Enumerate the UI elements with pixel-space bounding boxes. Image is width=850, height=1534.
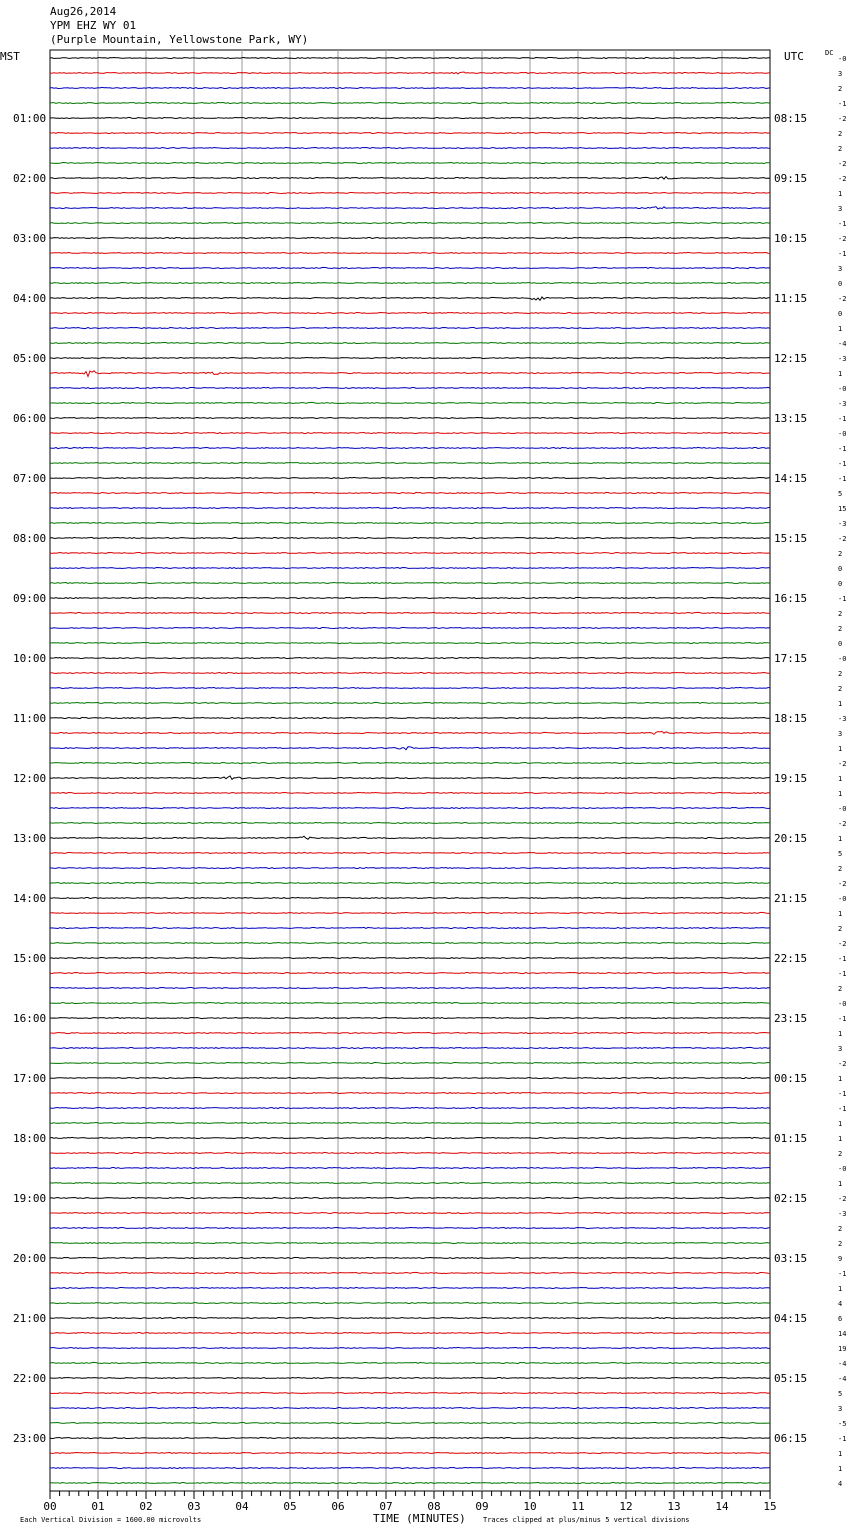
seismic-trace: [50, 1197, 770, 1198]
dc-offset-label: -0: [838, 385, 847, 393]
seismic-trace: [50, 553, 770, 554]
utc-hour-label: 17:15: [774, 652, 808, 665]
dc-offset-label: -1: [838, 955, 847, 963]
x-tick-label: 08: [427, 1500, 441, 1513]
dc-offset-label: -2: [838, 115, 847, 123]
seismic-trace: [50, 118, 770, 119]
mst-hour-label: 08:00: [13, 532, 47, 545]
seismic-trace: [50, 252, 770, 253]
dc-offset-label: 1: [838, 1465, 843, 1473]
seismic-trace: [50, 808, 770, 809]
mst-hour-label: 03:00: [13, 232, 47, 245]
seismic-trace: [50, 282, 770, 283]
seismic-trace: [50, 87, 770, 88]
dc-offset-label: -3: [838, 715, 847, 723]
dc-offset-label: -1: [838, 1015, 847, 1023]
utc-hour-label: 05:15: [774, 1372, 808, 1385]
seismic-trace: [50, 1182, 770, 1183]
dc-offset-label: -2: [838, 1195, 847, 1203]
mst-hour-label: 19:00: [13, 1192, 47, 1205]
seismic-trace: [50, 717, 770, 718]
dc-offset-label: 3: [838, 730, 843, 738]
seismic-trace: [50, 822, 770, 823]
dc-offset-label: 1: [838, 745, 843, 753]
dc-offset-label: -1: [838, 100, 847, 108]
seismic-trace: [50, 731, 770, 734]
dc-label: DC: [825, 49, 834, 57]
dc-offset-label: 0: [838, 280, 843, 288]
seismic-trace: [50, 102, 770, 103]
dc-offset-label: 2: [838, 985, 843, 993]
dc-offset-label: 2: [838, 625, 843, 633]
mst-hour-label: 12:00: [13, 772, 47, 785]
dc-offset-label: 1: [838, 835, 843, 843]
dc-offset-label: -0: [838, 1165, 847, 1173]
seismic-trace: [50, 1062, 770, 1063]
mst-hour-label: 20:00: [13, 1252, 47, 1265]
x-tick-label: 03: [187, 1500, 201, 1513]
dc-offset-label: -0: [838, 1000, 847, 1008]
utc-hour-label: 15:15: [774, 532, 808, 545]
dc-offset-label: 0: [838, 565, 843, 573]
mst-hour-label: 18:00: [13, 1132, 47, 1145]
seismic-trace: [50, 776, 770, 780]
seismic-trace: [50, 1317, 770, 1318]
seismic-trace: [50, 192, 770, 193]
mst-hour-label: 21:00: [13, 1312, 47, 1325]
dc-offset-label: 4: [838, 1480, 843, 1488]
seismic-trace: [50, 747, 770, 750]
dc-offset-label: -2: [838, 760, 847, 768]
utc-hour-label: 12:15: [774, 352, 808, 365]
seismic-trace: [50, 702, 770, 703]
seismic-trace: [50, 1092, 770, 1093]
station-location: (Purple Mountain, Yellowstone Park, WY): [50, 33, 309, 46]
seismic-trace: [50, 897, 770, 898]
seismic-trace: [50, 163, 770, 164]
mst-hour-label: 16:00: [13, 1012, 47, 1025]
chart-date: Aug26,2014: [50, 5, 117, 18]
mst-hour-label: 11:00: [13, 712, 47, 725]
mst-hour-label: 01:00: [13, 112, 47, 125]
dc-offset-label: 14: [838, 1330, 847, 1338]
seismic-trace: [50, 267, 770, 268]
mst-hour-label: 22:00: [13, 1372, 47, 1385]
dc-offset-label: 2: [838, 85, 843, 93]
dc-offset-label: 2: [838, 925, 843, 933]
dc-offset-label: -1: [838, 415, 847, 423]
dc-offset-label: -1: [838, 475, 847, 483]
seismic-trace: [50, 988, 770, 989]
utc-hour-label: 02:15: [774, 1192, 808, 1205]
dc-offset-label: 5: [838, 490, 843, 498]
right-timezone-label: UTC: [784, 50, 804, 63]
seismic-trace: [50, 537, 770, 538]
utc-hour-label: 14:15: [774, 472, 808, 485]
utc-hour-label: 21:15: [774, 892, 808, 905]
dc-offset-label: -2: [838, 940, 847, 948]
dc-offset-label: -1: [838, 970, 847, 978]
dc-offset-label: 3: [838, 70, 843, 78]
seismic-trace: [50, 1107, 770, 1108]
x-tick-label: 06: [331, 1500, 345, 1513]
seismic-trace: [50, 1078, 770, 1079]
dc-offset-label: -3: [838, 520, 847, 528]
seismic-trace: [50, 1467, 770, 1468]
x-tick-label: 00: [43, 1500, 57, 1513]
dc-offset-label: 5: [838, 1390, 843, 1398]
seismic-trace: [50, 1407, 770, 1408]
seismic-trace: [50, 72, 770, 74]
dc-offset-label: 1: [838, 1450, 843, 1458]
seismic-trace: [50, 522, 770, 523]
seismic-trace: [50, 147, 770, 148]
seismic-trace: [50, 957, 770, 958]
seismic-trace: [50, 627, 770, 628]
seismic-trace: [50, 643, 770, 644]
dc-offset-label: 9: [838, 1255, 843, 1263]
dc-offset-label: 3: [838, 205, 843, 213]
seismic-trace: [50, 1287, 770, 1288]
seismic-trace: [50, 1242, 770, 1243]
dc-offset-label: 2: [838, 550, 843, 558]
dc-offset-label: 2: [838, 1240, 843, 1248]
dc-offset-label: 2: [838, 610, 843, 618]
seismic-trace: [50, 312, 770, 313]
seismic-trace: [50, 222, 770, 223]
clip-note: Traces clipped at plus/minus 5 vertical divisions: [483, 1516, 690, 1524]
seismic-trace: [50, 462, 770, 463]
seismic-trace: [50, 1362, 770, 1363]
mst-hour-label: 15:00: [13, 952, 47, 965]
mst-hour-label: 02:00: [13, 172, 47, 185]
seismic-trace: [50, 387, 770, 388]
dc-offset-label: 2: [838, 685, 843, 693]
mst-hour-label: 17:00: [13, 1072, 47, 1085]
x-tick-label: 04: [235, 1500, 249, 1513]
dc-offset-label: 1: [838, 700, 843, 708]
seismic-trace: [50, 1438, 770, 1439]
dc-offset-label: -0: [838, 895, 847, 903]
seismic-trace: [50, 836, 770, 839]
dc-offset-label: -2: [838, 235, 847, 243]
utc-hour-label: 00:15: [774, 1072, 808, 1085]
seismic-trace: [50, 402, 770, 403]
utc-hour-label: 20:15: [774, 832, 808, 845]
dc-offset-label: 1: [838, 1075, 843, 1083]
dc-offset-label: -2: [838, 175, 847, 183]
seismic-trace: [50, 1347, 770, 1348]
utc-hour-label: 18:15: [774, 712, 808, 725]
x-tick-label: 10: [523, 1500, 537, 1513]
dc-offset-label: 2: [838, 670, 843, 678]
seismic-trace: [50, 612, 770, 613]
dc-offset-label: 0: [838, 310, 843, 318]
utc-hour-label: 13:15: [774, 412, 808, 425]
utc-hour-label: 09:15: [774, 172, 808, 185]
dc-offset-label: 4: [838, 1300, 843, 1308]
dc-offset-label: 3: [838, 1405, 843, 1413]
dc-offset-label: -1: [838, 1090, 847, 1098]
seismic-trace: [50, 1378, 770, 1379]
dc-offset-label: 19: [838, 1345, 847, 1353]
seismic-trace: [50, 133, 770, 134]
seismic-trace: [50, 687, 770, 688]
seismic-trace: [50, 327, 770, 328]
dc-offset-label: -0: [838, 430, 847, 438]
mst-hour-label: 04:00: [13, 292, 47, 305]
dc-offset-label: 0: [838, 580, 843, 588]
dc-offset-label: -2: [838, 295, 847, 303]
seismic-trace: [50, 57, 770, 58]
seismic-trace: [50, 1213, 770, 1214]
seismic-trace: [50, 582, 770, 583]
dc-offset-label: -4: [838, 340, 847, 348]
mst-hour-label: 06:00: [13, 412, 47, 425]
seismic-trace: [50, 1152, 770, 1153]
left-timezone-label: MST: [0, 50, 20, 63]
seismic-trace: [50, 1257, 770, 1258]
seismic-trace: [50, 882, 770, 883]
dc-offset-label: 1: [838, 325, 843, 333]
dc-offset-label: 15: [838, 505, 847, 513]
seismic-trace: [50, 447, 770, 448]
utc-hour-label: 06:15: [774, 1432, 808, 1445]
utc-hour-label: 23:15: [774, 1012, 808, 1025]
seismic-trace: [50, 912, 770, 913]
seismic-trace: [50, 477, 770, 478]
seismic-trace: [50, 297, 770, 300]
dc-offset-label: -5: [838, 1420, 847, 1428]
x-tick-label: 12: [619, 1500, 633, 1513]
seismic-trace: [50, 943, 770, 944]
seismic-trace: [50, 237, 770, 238]
utc-hour-label: 01:15: [774, 1132, 808, 1145]
x-tick-label: 11: [571, 1500, 585, 1513]
dc-offset-label: 1: [838, 775, 843, 783]
x-tick-label: 13: [667, 1500, 681, 1513]
mst-hour-label: 13:00: [13, 832, 47, 845]
seismic-trace: [50, 1423, 770, 1424]
dc-offset-label: 1: [838, 370, 843, 378]
dc-offset-label: -2: [838, 160, 847, 168]
dc-offset-label: -3: [838, 355, 847, 363]
seismic-trace: [50, 1272, 770, 1273]
seismic-trace: [50, 1303, 770, 1304]
dc-offset-label: -1: [838, 220, 847, 228]
mst-hour-label: 05:00: [13, 352, 47, 365]
dc-offset-label: 1: [838, 1180, 843, 1188]
seismic-trace: [50, 868, 770, 869]
seismic-trace: [50, 357, 770, 358]
dc-offset-label: -1: [838, 445, 847, 453]
x-tick-label: 02: [139, 1500, 153, 1513]
utc-hour-label: 03:15: [774, 1252, 808, 1265]
dc-offset-label: -0: [838, 655, 847, 663]
dc-offset-label: 1: [838, 190, 843, 198]
dc-offset-label: -1: [838, 460, 847, 468]
seismic-trace: [50, 492, 770, 493]
mst-hour-label: 07:00: [13, 472, 47, 485]
dc-offset-label: 1: [838, 1135, 843, 1143]
dc-offset-label: 0: [838, 640, 843, 648]
seismic-trace: [50, 1228, 770, 1229]
dc-offset-label: 1: [838, 1030, 843, 1038]
plot-frame: [50, 50, 770, 1491]
dc-offset-label: -0: [838, 805, 847, 813]
seismic-trace: [50, 1137, 770, 1138]
seismic-trace: [50, 672, 770, 673]
mst-hour-label: 10:00: [13, 652, 47, 665]
dc-offset-label: 2: [838, 145, 843, 153]
seismic-trace: [50, 568, 770, 569]
seismic-trace: [50, 597, 770, 598]
utc-hour-label: 19:15: [774, 772, 808, 785]
mst-hour-label: 23:00: [13, 1432, 47, 1445]
x-tick-label: 15: [763, 1500, 777, 1513]
seismic-trace: [50, 207, 770, 209]
dc-offset-label: 3: [838, 1045, 843, 1053]
dc-offset-label: -2: [838, 535, 847, 543]
station-code: YPM EHZ WY 01: [50, 19, 137, 32]
seismic-trace: [50, 972, 770, 973]
seismic-trace: [50, 508, 770, 509]
seismic-trace: [50, 1482, 770, 1483]
dc-offset-label: -1: [838, 250, 847, 258]
dc-offset-label: -3: [838, 1210, 847, 1218]
mst-hour-label: 14:00: [13, 892, 47, 905]
utc-hour-label: 11:15: [774, 292, 808, 305]
dc-offset-label: -2: [838, 880, 847, 888]
dc-offset-label: -4: [838, 1375, 847, 1383]
dc-offset-label: 2: [838, 130, 843, 138]
seismic-trace: [50, 177, 770, 180]
seismic-trace: [50, 1017, 770, 1018]
utc-hour-label: 22:15: [774, 952, 808, 965]
dc-offset-label: 3: [838, 265, 843, 273]
seismic-trace: [50, 657, 770, 658]
seismic-trace: [50, 852, 770, 853]
utc-hour-label: 10:15: [774, 232, 808, 245]
dc-offset-label: -3: [838, 400, 847, 408]
x-tick-label: 09: [475, 1500, 489, 1513]
seismic-trace: [50, 792, 770, 793]
dc-offset-label: -0: [838, 55, 847, 63]
utc-hour-label: 04:15: [774, 1312, 808, 1325]
seismic-trace: [50, 343, 770, 344]
seismic-trace: [50, 417, 770, 418]
seismic-trace: [50, 762, 770, 763]
dc-offset-label: -2: [838, 820, 847, 828]
seismic-trace: [50, 1332, 770, 1333]
mst-hour-label: 09:00: [13, 592, 47, 605]
x-tick-label: 05: [283, 1500, 297, 1513]
seismic-trace: [50, 1047, 770, 1048]
x-tick-label: 01: [91, 1500, 105, 1513]
seismic-trace: [50, 927, 770, 928]
utc-hour-label: 08:15: [774, 112, 808, 125]
dc-offset-label: -4: [838, 1360, 847, 1368]
dc-offset-label: -1: [838, 1270, 847, 1278]
dc-offset-label: -1: [838, 1435, 847, 1443]
seismic-trace: [50, 1032, 770, 1033]
dc-offset-label: 5: [838, 850, 843, 858]
dc-offset-label: -1: [838, 595, 847, 603]
seismic-trace: [50, 1003, 770, 1004]
x-tick-label: 14: [715, 1500, 729, 1513]
dc-offset-label: 1: [838, 1120, 843, 1128]
seismic-trace: [50, 1122, 770, 1123]
dc-offset-label: 2: [838, 1225, 843, 1233]
seismic-trace: [50, 371, 770, 377]
dc-offset-label: 2: [838, 1150, 843, 1158]
dc-offset-label: 1: [838, 790, 843, 798]
dc-offset-label: 1: [838, 910, 843, 918]
x-axis-title: TIME (MINUTES): [373, 1512, 466, 1525]
seismic-trace: [50, 1167, 770, 1168]
scale-note: Each Vertical Division = 1600.00 microvolts: [20, 1516, 202, 1524]
dc-offset-label: -2: [838, 1060, 847, 1068]
utc-hour-label: 16:15: [774, 592, 808, 605]
seismic-trace: [50, 433, 770, 434]
x-tick-label: 07: [379, 1500, 393, 1513]
seismic-trace: [50, 1392, 770, 1393]
dc-offset-label: 1: [838, 1285, 843, 1293]
dc-offset-label: -1: [838, 1105, 847, 1113]
dc-offset-label: 6: [838, 1315, 843, 1323]
seismic-trace: [50, 1452, 770, 1453]
dc-offset-label: 2: [838, 865, 843, 873]
